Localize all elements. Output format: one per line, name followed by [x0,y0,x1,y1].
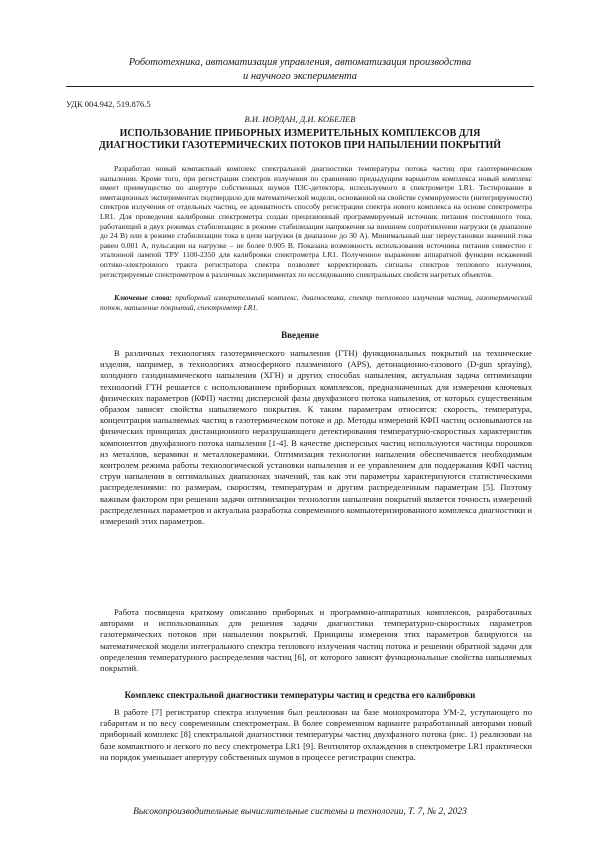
intro-paragraph-2: Работа посвящена краткому описанию приборных и программно-аппаратных комплексов, разработанных авторами и использованных для решения задачи диагностики температурно-скоростных параметров газотермических потоков при напылении покрытий. Принципы измерения этих параметров базируются на математической модели интегрального спектра теплового излучения частиц потока и решении обратной задачи для определения температурного распределения частиц [6], от которого зависят функциональные свойства напыляемых покрытий. [100,607,532,674]
journal-header-line1: Робототехника, автоматизация управления, автоматизация производства [128,57,472,68]
keywords-text: приборный измерительный комплекс, диагностика, спектр теплового излучения частиц, газотермический поток, напыление покрытий, спектрометр LR1. [100,293,533,312]
article-title-line1: ИСПОЛЬЗОВАНИЕ ПРИБОРНЫХ ИЗМЕРИТЕЛЬНЫХ КОМПЛЕКСОВ ДЛЯ [119,128,481,139]
header-divider [66,86,534,87]
authors: В.И. ИОРДАН, Д.И. КОБЕЛЕВ [244,114,356,124]
complex-paragraph-1: В работе [7] регистратор спектра излучения был реализован на базе монохроматора УМ-2, уступающего по габаритам и по весу современным спектрометрам. В более современном варианте разработанный авторами новый приборный комплекс [8] спектральной диагностики температуры частиц двухфазного потока (рис. 1) реализован на базе компактного и легкого по весу спектрометра LR1 [9]. Вентилятор охлаждения в спектрометре LR1 практически на порядок уменьшает апертуру собственных шумов в процессе регистрации спектра. [100,707,532,762]
udk-code: УДК 004.942, 519.876.5 [66,99,151,109]
article-title-line2: ДИАГНОСТИКИ ГАЗОТЕРМИЧЕСКИХ ПОТОКОВ ПРИ НАПЫЛЕНИИ ПОКРЫТИЙ [98,140,502,151]
keywords [100,293,532,312]
intro-paragraph-1: В различных технологиях газотермического напыления (ГТН) функциональных покрытий на технические изделия, например, в технологиях атмосферного плазменного (APS), детонационно-газового (D-gun spraying), холодного газодинамического напыления (ХГН) и других способах напыления, актуальная задача оптимизации технологий ГТН решается с использованием приборных комплексов, предназначенных для измерения ключевых физических параметров (КФП) частиц дисперсной фазы двухфазного потока напыления, от которых существенным образом зависят свойства напыляемого покрытия. К таким параметрам относятся: скорость, температура, концентрация напыляемых частиц в газотермическом потоке и др. Методы измерений КФП частиц основываются на физических принципах дистанционного неразрушающего детектирования температурно-скоростных характеристик компонентов двухфазного потока напыления [1-4]. В качестве дисперсных частиц используются частицы порошков из металлов, керамики и металлокерамики. Оптимизация технологии напыления обеспечивается необходимым контролем режима работы технологической установки напыления и ее управлением для поддержания КФП частиц струи напыления в оптимальных диапазонах значений, так как эти параметры характеризуются статистическими распределениями: по размерам, скоростям, температурам и другим распределенным параметрам [5]. Поэтому важным фактором при решении задачи оптимизации технологии напыления покрытий является точность измерений распределенных параметров и актуальна разработка современного компьютеризированного комплекса диагностики и измерений этих параметров. [100,348,532,527]
section-title-intro: Введение [281,330,319,340]
section-title-complex: Комплекс спектральной диагностики температуры частиц и средства его калибровки [124,690,476,700]
journal-header-line2: и научного эксперимента [242,71,358,82]
abstract: Разработан новый компактный комплекс спектральной диагностики температуры потока частиц при газотермическом напылении. Кроме того, при регистрации спектров излучения по сравнению предыдущим вариантом комплекса новый комплекс имеет преимущество по апертуре собственных шумов ПЗС-детектора, используемого в спектрометре LR1. Тестирование в имитационных экспериментах подтвердило для математической модели, основанной на свойстве суммируемости (интегрируемости) спектров излучения от отдельных частиц, ее адекватность способу регистрации спектра нового комплекса на основе спектрометра LR1. Для проведения калибровки спектрометра создан прецизионный программируемый источник питания постоянного тока, работающий в двух режимах стабилизации: в режиме стабилизации напряжения на внешнем сопротивлении нагрузки (в диапазоне до 24 В) или в режиме стабилизации тока в цепи нагрузки (в диапазоне до 30 А). Минимальный шаг переустановки значений тока равен 0.001 А, пульсации на нагрузке – не более 0.005 В. Показана возможность использования источника питания совместно с эталонной лампой ТРУ 1100-2350 для калибровки спектрометра LR1. Полученное выражение аппаратной функции искажений оптико-электронного тракта регистратора спектра позволяет корректировать сигналы спектров теплового излучения, регистрируемые спектрометром в различных экспериментах по исследованию спектральных свойств нагретых объектов. [100,164,532,279]
article-title [80,128,520,152]
keywords-label: Ключевые слова: [114,293,172,302]
journal-footer: Высокопроизводительные вычислительные системы и технологии, Т. 7, № 2, 2023 [133,807,467,817]
journal-header [100,56,500,84]
